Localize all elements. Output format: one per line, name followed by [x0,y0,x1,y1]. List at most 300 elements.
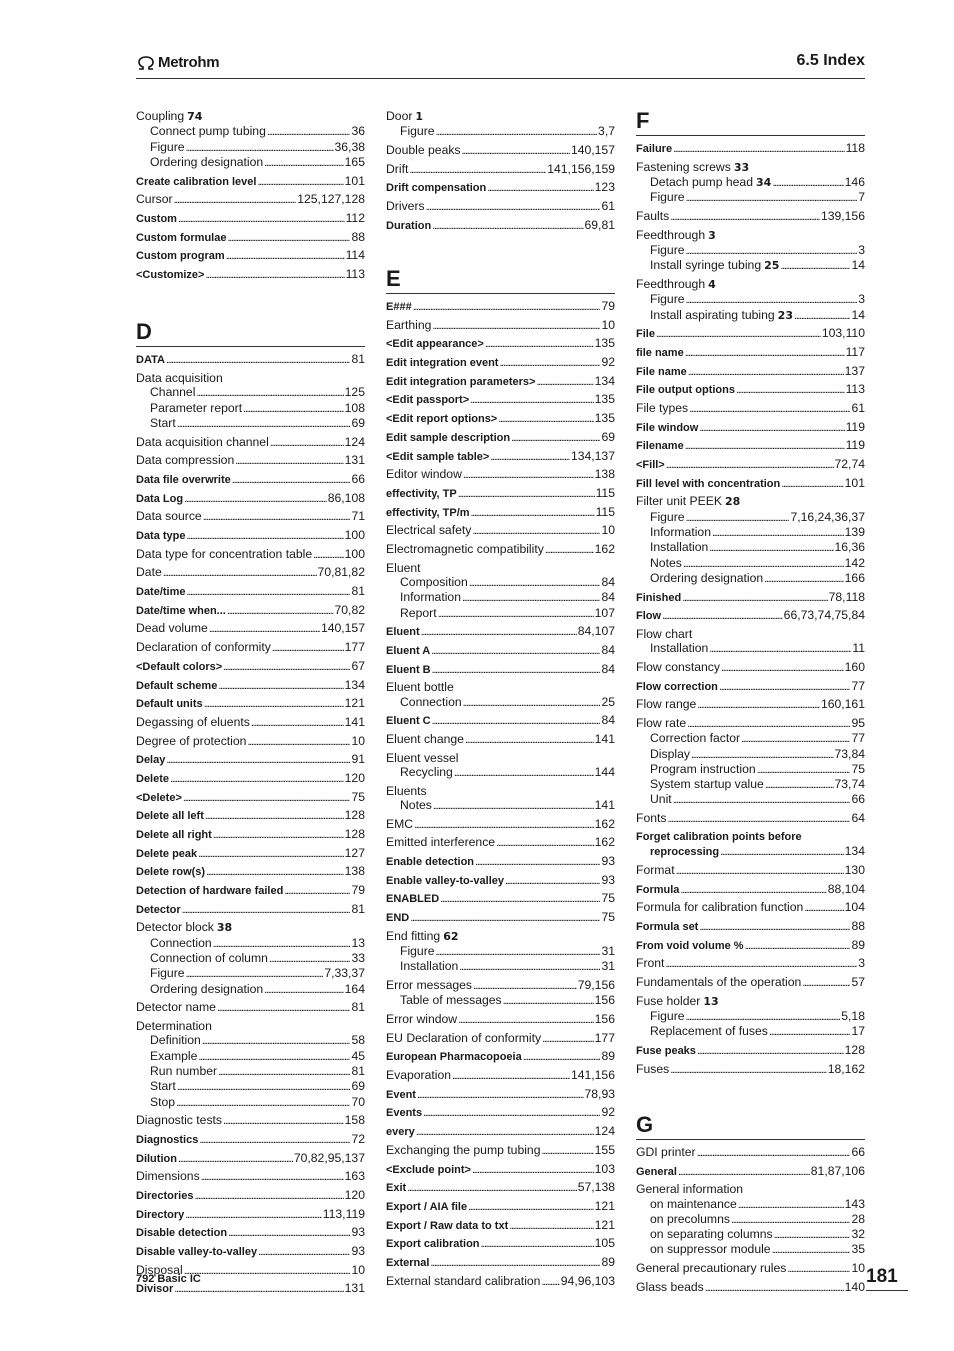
leader-dots [691,747,834,762]
leader-dots [545,542,594,557]
leader-dots [313,547,344,562]
leader-dots [686,510,790,525]
entry-label: Data Log [136,492,184,505]
index-entry [386,978,615,993]
index-entry [386,486,615,501]
index-subentry [136,140,365,155]
page-reference: 13 [351,935,365,950]
page-reference: 177 [594,1030,615,1045]
index-entry [636,590,865,605]
entry-label: Fuse holder [636,993,701,1008]
entry-label: Detach pump head [650,174,753,189]
index-entry [386,218,615,233]
page-reference: 11 [852,641,865,656]
entry-label: Information [400,590,461,605]
page-reference: 36 [351,124,365,139]
leader-dots [697,1145,851,1160]
entry-label: Connection [400,694,462,709]
page-reference: 134,137 [570,448,615,463]
entry-label: Glass beads [636,1279,704,1294]
entry-label: Disable valley-to-valley [136,1246,258,1258]
index-subentry [136,401,365,416]
index-subentry [136,982,365,997]
page-reference: 16,36 [834,540,865,555]
index-entry [136,547,365,562]
index-entry [386,784,615,798]
index-subentry [386,959,615,974]
entry-label: Data type [136,530,186,543]
index-column-3 [636,109,865,1295]
index-entry [136,808,365,823]
leader-dots [686,190,858,205]
leader-dots [781,476,843,491]
page-reference: 28 [851,1211,865,1226]
entry-label: effectivity, TP [386,487,457,500]
page-reference: 114 [345,248,365,263]
page-reference: 91 [351,752,365,767]
leader-dots [433,798,594,813]
index-entry [136,678,365,693]
leader-dots [423,1105,600,1120]
page-reference: 81,87,106 [810,1163,865,1178]
entry-label: Installation [650,641,709,656]
index-entry [386,542,615,557]
entry-label: Eluent [386,626,420,639]
entry-label: Drivers [386,199,425,214]
leader-dots [738,1197,844,1212]
figure-item-number: 38 [216,921,233,935]
entry-label: Start [150,1079,176,1094]
leader-dots [772,1242,851,1257]
entry-label: Data acquisition [136,371,223,385]
index-entry [136,371,365,385]
entry-label: <Edit passport> [386,394,470,407]
brand-name: Metrohm [158,54,220,71]
index-subentry [636,1197,865,1212]
index-entry [386,392,615,407]
leader-dots [686,243,858,258]
page-reference: 81 [351,352,365,367]
leader-dots [440,891,600,906]
page-reference: 81 [351,1063,365,1078]
entry-label: Figure [650,1008,685,1023]
entry-label: <Edit appearance> [386,338,484,351]
leader-dots [199,1132,350,1147]
index-entry [386,561,615,575]
leader-dots [774,1227,851,1242]
leader-dots [802,975,850,990]
leader-dots [736,382,845,397]
entry-label: Evaporation [386,1068,452,1083]
index-entry [636,938,865,953]
leader-dots [697,697,820,712]
index-entry [386,467,615,482]
page-reference: 124 [594,1124,615,1139]
entry-label: Exit [386,1182,407,1195]
page-reference: 31 [601,944,615,959]
index-entry [636,863,865,878]
index-entry [136,230,365,245]
index-subentry [636,243,865,258]
index-entry [136,790,365,805]
index-entry [386,505,615,520]
page-reference: 75 [351,789,365,804]
leader-dots [472,1162,594,1177]
entry-label: <Delete> [136,791,182,804]
index-entry [636,364,865,379]
page-reference: 33 [351,951,365,966]
entry-label: Earthing [386,317,432,332]
index-entry [386,662,615,677]
leader-dots [213,936,351,951]
page-reference: 57 [851,974,865,989]
leader-dots [182,902,351,917]
index-entry [636,420,865,435]
page-reference: 69 [601,429,615,444]
page-reference: 78,118 [828,589,865,604]
leader-dots [213,827,344,842]
page-reference: 140 [844,1279,865,1294]
page-reference: 135 [594,392,615,407]
entry-label: Figure [150,966,185,981]
index-entry [136,696,365,711]
entry-label: Notes [650,555,682,570]
entry-label: Information [650,525,711,539]
entry-label: Flow [636,610,662,623]
leader-dots [772,175,843,190]
page-reference: 88 [851,918,865,933]
index-entry [136,1207,365,1222]
leader-dots [699,420,844,435]
index-column-1 [136,109,365,1297]
entry-label: Composition [400,574,468,589]
entry-label: File name [636,365,687,378]
leader-dots [741,731,850,746]
leader-dots [459,959,600,974]
page-reference: 100 [344,528,365,543]
index-subentry [386,606,615,621]
leader-dots [432,662,601,677]
page-reference: 84 [601,590,615,605]
entry-label: Finished [636,591,682,604]
index-entry [136,752,365,767]
leader-dots [166,752,350,767]
leader-dots [462,590,600,605]
leader-dots [667,811,850,826]
page-reference: 128 [344,827,365,842]
entry-label: E### [386,301,412,314]
leader-dots [485,336,594,351]
page-reference: 70,82 [334,602,365,617]
index-entry [636,975,865,990]
entry-label: Fonts [636,811,667,826]
index-entry [636,697,865,712]
leader-dots [413,299,601,314]
entry-label: Table of messages [400,993,502,1008]
entry-label: Editor window [386,467,462,482]
leader-dots [463,695,601,710]
leader-dots [670,209,820,224]
entry-label: Installation [400,959,459,974]
leader-dots [470,392,594,407]
leader-dots [201,1169,344,1184]
page-number: 181 [866,1266,908,1291]
entry-label: Fastening screws [636,159,731,174]
page-reference: 7,16,24,36,37 [790,509,865,524]
index-entry [136,715,365,730]
page-reference: 156 [594,993,615,1008]
leader-dots [430,1255,600,1270]
page-reference: 125 [344,385,365,400]
entry-label: Enable detection [386,856,475,868]
index-entry [636,141,865,156]
index-subentry [636,258,865,273]
entry-label: Data file overwrite [136,473,231,486]
entry-label: Coupling [136,109,185,123]
entry-label: Run number [150,1063,218,1078]
page-reference: 78,93 [584,1086,615,1101]
leader-dots [407,1180,577,1195]
index-subentry [636,1009,865,1024]
entry-label: Door [386,109,413,123]
letter-heading-f: F [636,109,865,136]
leader-dots [203,509,351,524]
entry-label: Eluents [386,783,427,798]
leader-dots [463,467,594,482]
index-entry [386,1031,615,1046]
index-subentry [386,765,615,780]
brand-logo [136,54,219,71]
index-entry [386,180,615,195]
entry-label: Definition [150,1033,201,1048]
index-subentry [636,747,865,762]
leader-dots [662,608,783,623]
page-reference: 66 [851,1144,865,1159]
page-reference: 84,107 [577,624,615,639]
index-entry [636,627,865,641]
index-entry [136,920,365,935]
page-reference: 140,157 [320,621,365,636]
index-entry [386,732,615,747]
index-subentry [136,124,365,139]
leader-dots [177,416,351,431]
leader-dots [481,1236,594,1251]
page-reference: 160,161 [820,697,865,712]
page-reference: 10 [851,1261,865,1276]
page-reference: 89 [601,1049,615,1064]
index-entry [636,660,865,675]
index-entry [636,1280,865,1295]
index-entry [386,929,615,944]
index-entry [386,449,615,464]
index-entry [386,680,615,694]
index-entry [386,854,615,869]
leader-dots [685,438,845,453]
leader-dots [687,716,850,731]
entry-label: Dead volume [136,621,208,636]
entry-label: Connect pump tubing [150,124,266,139]
page-reference: 77 [851,678,865,693]
page-reference: 88 [351,229,365,244]
index-entry [386,1124,615,1139]
index-entry [636,160,865,175]
index-entry [136,174,365,189]
page-reference: 100 [344,546,365,561]
leader-dots [452,1068,570,1083]
page-reference: 141 [594,797,615,812]
entry-label: Data compression [136,453,235,468]
entry-label: Event [386,1088,416,1101]
leader-dots [794,308,850,323]
entry-label: Date/time when... [136,604,226,617]
entry-label: Delay [136,754,166,767]
page-reference: 123 [594,180,615,195]
page-reference: 66,73,74,75,84 [783,608,865,623]
leader-dots [163,565,317,580]
entry-label: Determination [136,1019,212,1034]
index-subentry [636,571,865,586]
page-reference: 84 [601,713,615,728]
leader-dots [232,472,351,487]
page-reference: 138 [344,864,365,879]
leader-dots [426,199,601,214]
entry-label: Flow constancy [636,659,720,674]
index-entry [386,713,615,728]
page-reference: 141 [344,714,365,729]
index-entry [636,608,865,623]
index-entry [636,401,865,416]
leader-dots [678,1164,810,1179]
leader-dots [235,453,343,468]
page-reference: 134 [844,844,865,859]
index-entry [386,1274,615,1289]
entry-label: Replacement of fuses [650,1024,768,1039]
page-reference: 119 [845,419,865,434]
page-reference: 163 [344,1169,365,1184]
page-reference: 72 [351,1131,365,1146]
product-name: 792 Basic IC [136,1273,201,1285]
page-reference: 89 [601,1254,615,1269]
leader-dots [686,1009,841,1024]
index-entry [136,1225,365,1240]
page-reference: 75 [851,761,865,776]
page-reference: 115 [595,504,615,519]
leader-dots [269,951,351,966]
entry-label: End fitting [386,928,441,943]
entry-label: Detector name [136,1000,216,1015]
leader-dots [284,883,350,898]
page-reference: 104 [844,900,865,915]
page-reference: 61 [851,400,865,415]
index-entry [136,1019,365,1033]
entry-label: External [386,1256,430,1269]
index-entry [636,994,865,1009]
leader-dots [473,978,577,993]
leader-dots [683,556,844,571]
entry-label: European Pharmacopoeia [386,1051,522,1064]
entry-label: Degree of protection [136,733,247,748]
entry-label: Correction factor [650,731,741,746]
leader-dots [183,790,351,805]
index-entry [636,1145,865,1160]
page-reference: 139 [844,525,865,539]
entry-label: Filename [636,440,684,453]
leader-dots [194,1188,343,1203]
index-subentry [136,966,365,981]
index-entry [386,1236,615,1251]
index-entry [136,1113,365,1128]
index-entry [386,430,615,445]
entry-label: on separating columns [650,1227,773,1242]
leader-dots [670,1062,827,1077]
page-reference: 107 [594,605,615,620]
page-reference: 93 [351,1225,365,1240]
index-entry [386,1012,615,1027]
index-entry [386,162,615,177]
page-reference: 10 [351,1262,365,1277]
entry-label: Formula set [636,920,699,933]
leader-dots [251,715,344,730]
entry-label: Figure [400,944,435,959]
page-reference: 130 [844,862,865,877]
index-subentry [386,798,615,813]
leader-dots [417,1087,584,1102]
entry-label: Drift compensation [386,182,487,195]
page-reference: 84 [601,574,615,589]
page-reference: 113,119 [322,1206,365,1221]
entry-label: System startup value [650,777,764,792]
leader-dots [228,1225,350,1240]
page-reference: 79 [601,299,615,314]
entry-label: Eluent bottle [386,680,454,695]
page-reference: 93 [601,854,615,868]
leader-dots [475,854,600,869]
entry-label: Report [400,605,437,620]
entry-label: <Default colors> [136,660,223,673]
index-subentry [136,155,365,170]
entry-label: Recycling [400,764,453,779]
page-reference: 125,127,128 [297,192,365,207]
index-entry [386,318,615,333]
page-reference: 135 [594,411,615,426]
index-entry [136,435,365,450]
leader-dots [177,1079,351,1094]
leader-dots [247,734,350,749]
index-entry [636,919,865,934]
leader-dots [665,956,857,971]
entry-label: Notes [400,797,432,812]
entry-label: Diagnostic tests [136,1113,223,1128]
entry-label: Eluent change [386,731,464,746]
page-reference: 120 [344,1187,365,1202]
entry-label: Delete row(s) [136,866,206,879]
entry-label: Custom program [136,250,225,263]
index-subentry [636,308,865,323]
figure-item-number: 1 [415,110,424,123]
entry-label: Duration [386,219,432,232]
page-reference: 128 [344,808,365,823]
leader-dots [542,1143,594,1158]
figure-item-number: 25 [764,259,780,273]
index-entry [386,1105,615,1120]
index-subentry [136,951,365,966]
page-reference: 35 [851,1242,865,1257]
index-entry [636,476,865,491]
entry-label: File types [636,400,689,415]
leader-dots [542,1031,594,1046]
entry-label: Flow range [636,697,697,712]
figure-item-number: 34 [756,175,772,189]
